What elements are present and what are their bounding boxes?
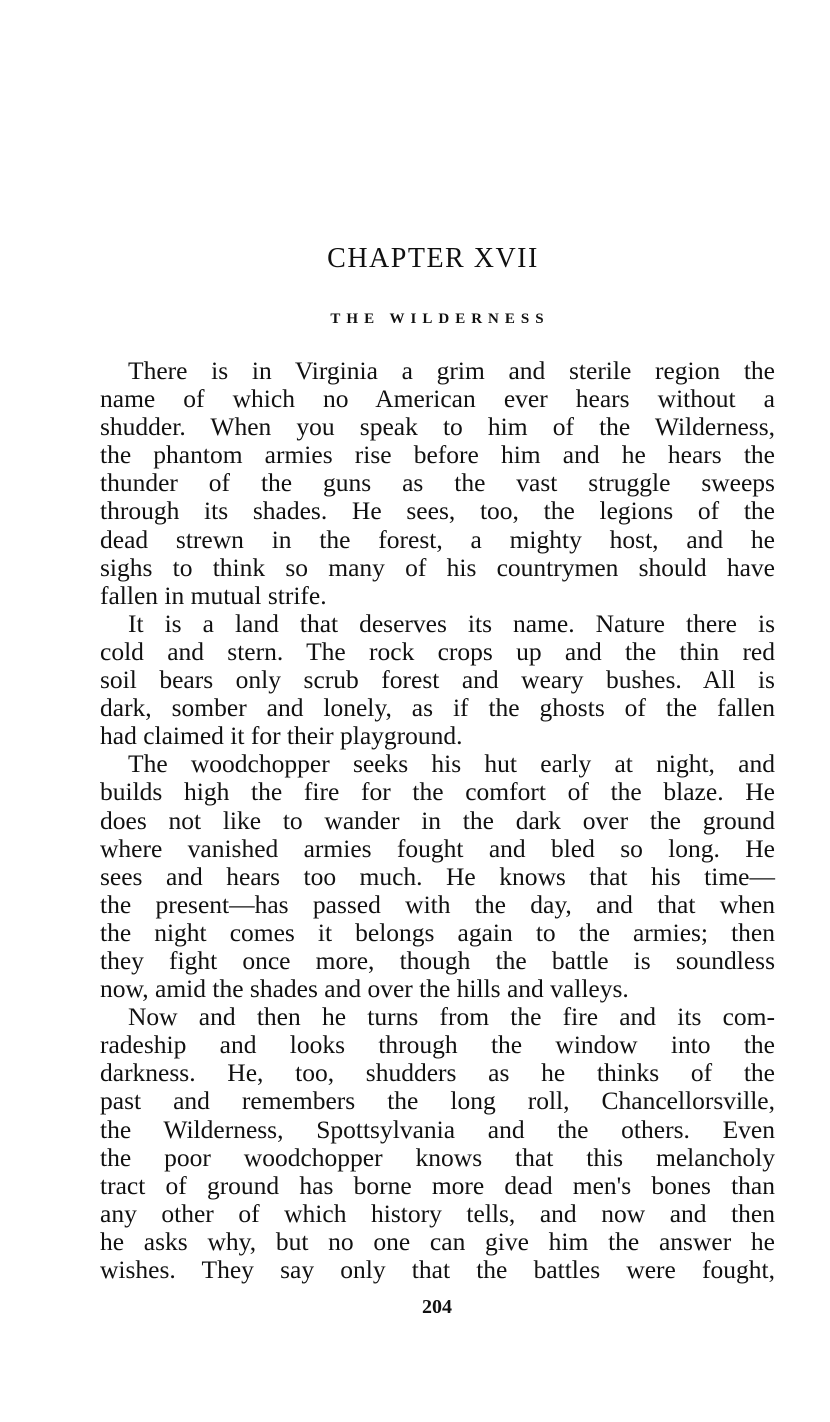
text-line: thunder of the guns as the vast struggle sweeps xyxy=(100,468,775,498)
page-number: 204 xyxy=(422,1296,452,1318)
text-line: It is a land that deserves its name. Nature there is xyxy=(128,608,775,638)
paragraph xyxy=(100,750,775,1003)
text-line: darkness. He, too, shudders as he thinks of the xyxy=(100,1058,775,1088)
text-line: now, amid the shades and over the hills and valleys. xyxy=(100,974,629,1004)
text-line: radeship and looks through the window into the xyxy=(100,1030,775,1060)
text-line: where vanished armies fought and bled so long. He xyxy=(100,833,775,863)
text-line: the night comes it belongs again to the armies; then xyxy=(100,917,775,947)
text-line: cold and stern. The rock crops up and the thin red xyxy=(100,636,775,666)
text-line: the present—has passed with the day, and that when xyxy=(100,889,775,919)
text-line: shudder. When you speak to him of the Wilderness, xyxy=(100,412,775,442)
text-line: dark, somber and lonely, as if the ghosts of the fallen xyxy=(100,693,775,723)
text-line: they fight once more, though the battle is soundless xyxy=(100,945,775,975)
text-line: wishes. They say only that the battles were fought, xyxy=(100,1255,775,1284)
text-line: There is in Virginia a grim and sterile region the xyxy=(128,356,775,385)
text-line: the Wilderness, Spottsylvania and the others. Even xyxy=(100,1114,775,1144)
text-line: sees and hears too much. He knows that his time— xyxy=(100,861,775,891)
text-line: fallen in mutual strife. xyxy=(100,580,327,610)
text-line: any other of which history tells, and now and then xyxy=(100,1198,775,1228)
text-line: builds high the fire for the comfort of the blaze. He xyxy=(100,777,775,807)
text-line: soil bears only scrub forest and weary bushes. All is xyxy=(100,665,775,695)
text-line: the poor woodchopper knows that this melancholy xyxy=(100,1142,775,1172)
chapter-body xyxy=(100,357,775,1284)
text-line: he asks why, but no one can give him the answer he xyxy=(100,1226,775,1256)
text-line: The woodchopper seeks his hut early at night, and xyxy=(128,749,775,779)
text-line: through its shades. He sees, too, the legions of the xyxy=(100,496,775,526)
text-line: had claimed it for their playground. xyxy=(100,721,463,751)
text-line: dead strewn in the forest, a mighty host, and he xyxy=(100,524,775,554)
text-line: sighs to think so many of his countrymen should have xyxy=(100,552,775,582)
paragraph xyxy=(100,1003,775,1284)
text-line: Now and then he turns from the fire and its com- xyxy=(128,1002,775,1032)
paragraph xyxy=(100,610,775,750)
text-line: past and remembers the long roll, Chancellorsville, xyxy=(100,1086,775,1116)
chapter-subtitle: THE WILDERNESS xyxy=(330,311,550,327)
text-line: does not like to wander in the dark over the ground xyxy=(100,805,775,835)
text-line: tract of ground has borne more dead men's bones than xyxy=(100,1170,775,1200)
chapter-title: CHAPTER XVII xyxy=(327,243,539,274)
text-line: the phantom armies rise before him and he hears the xyxy=(100,440,775,470)
text-line: name of which no American ever hears without a xyxy=(100,384,775,414)
paragraph xyxy=(100,357,775,610)
